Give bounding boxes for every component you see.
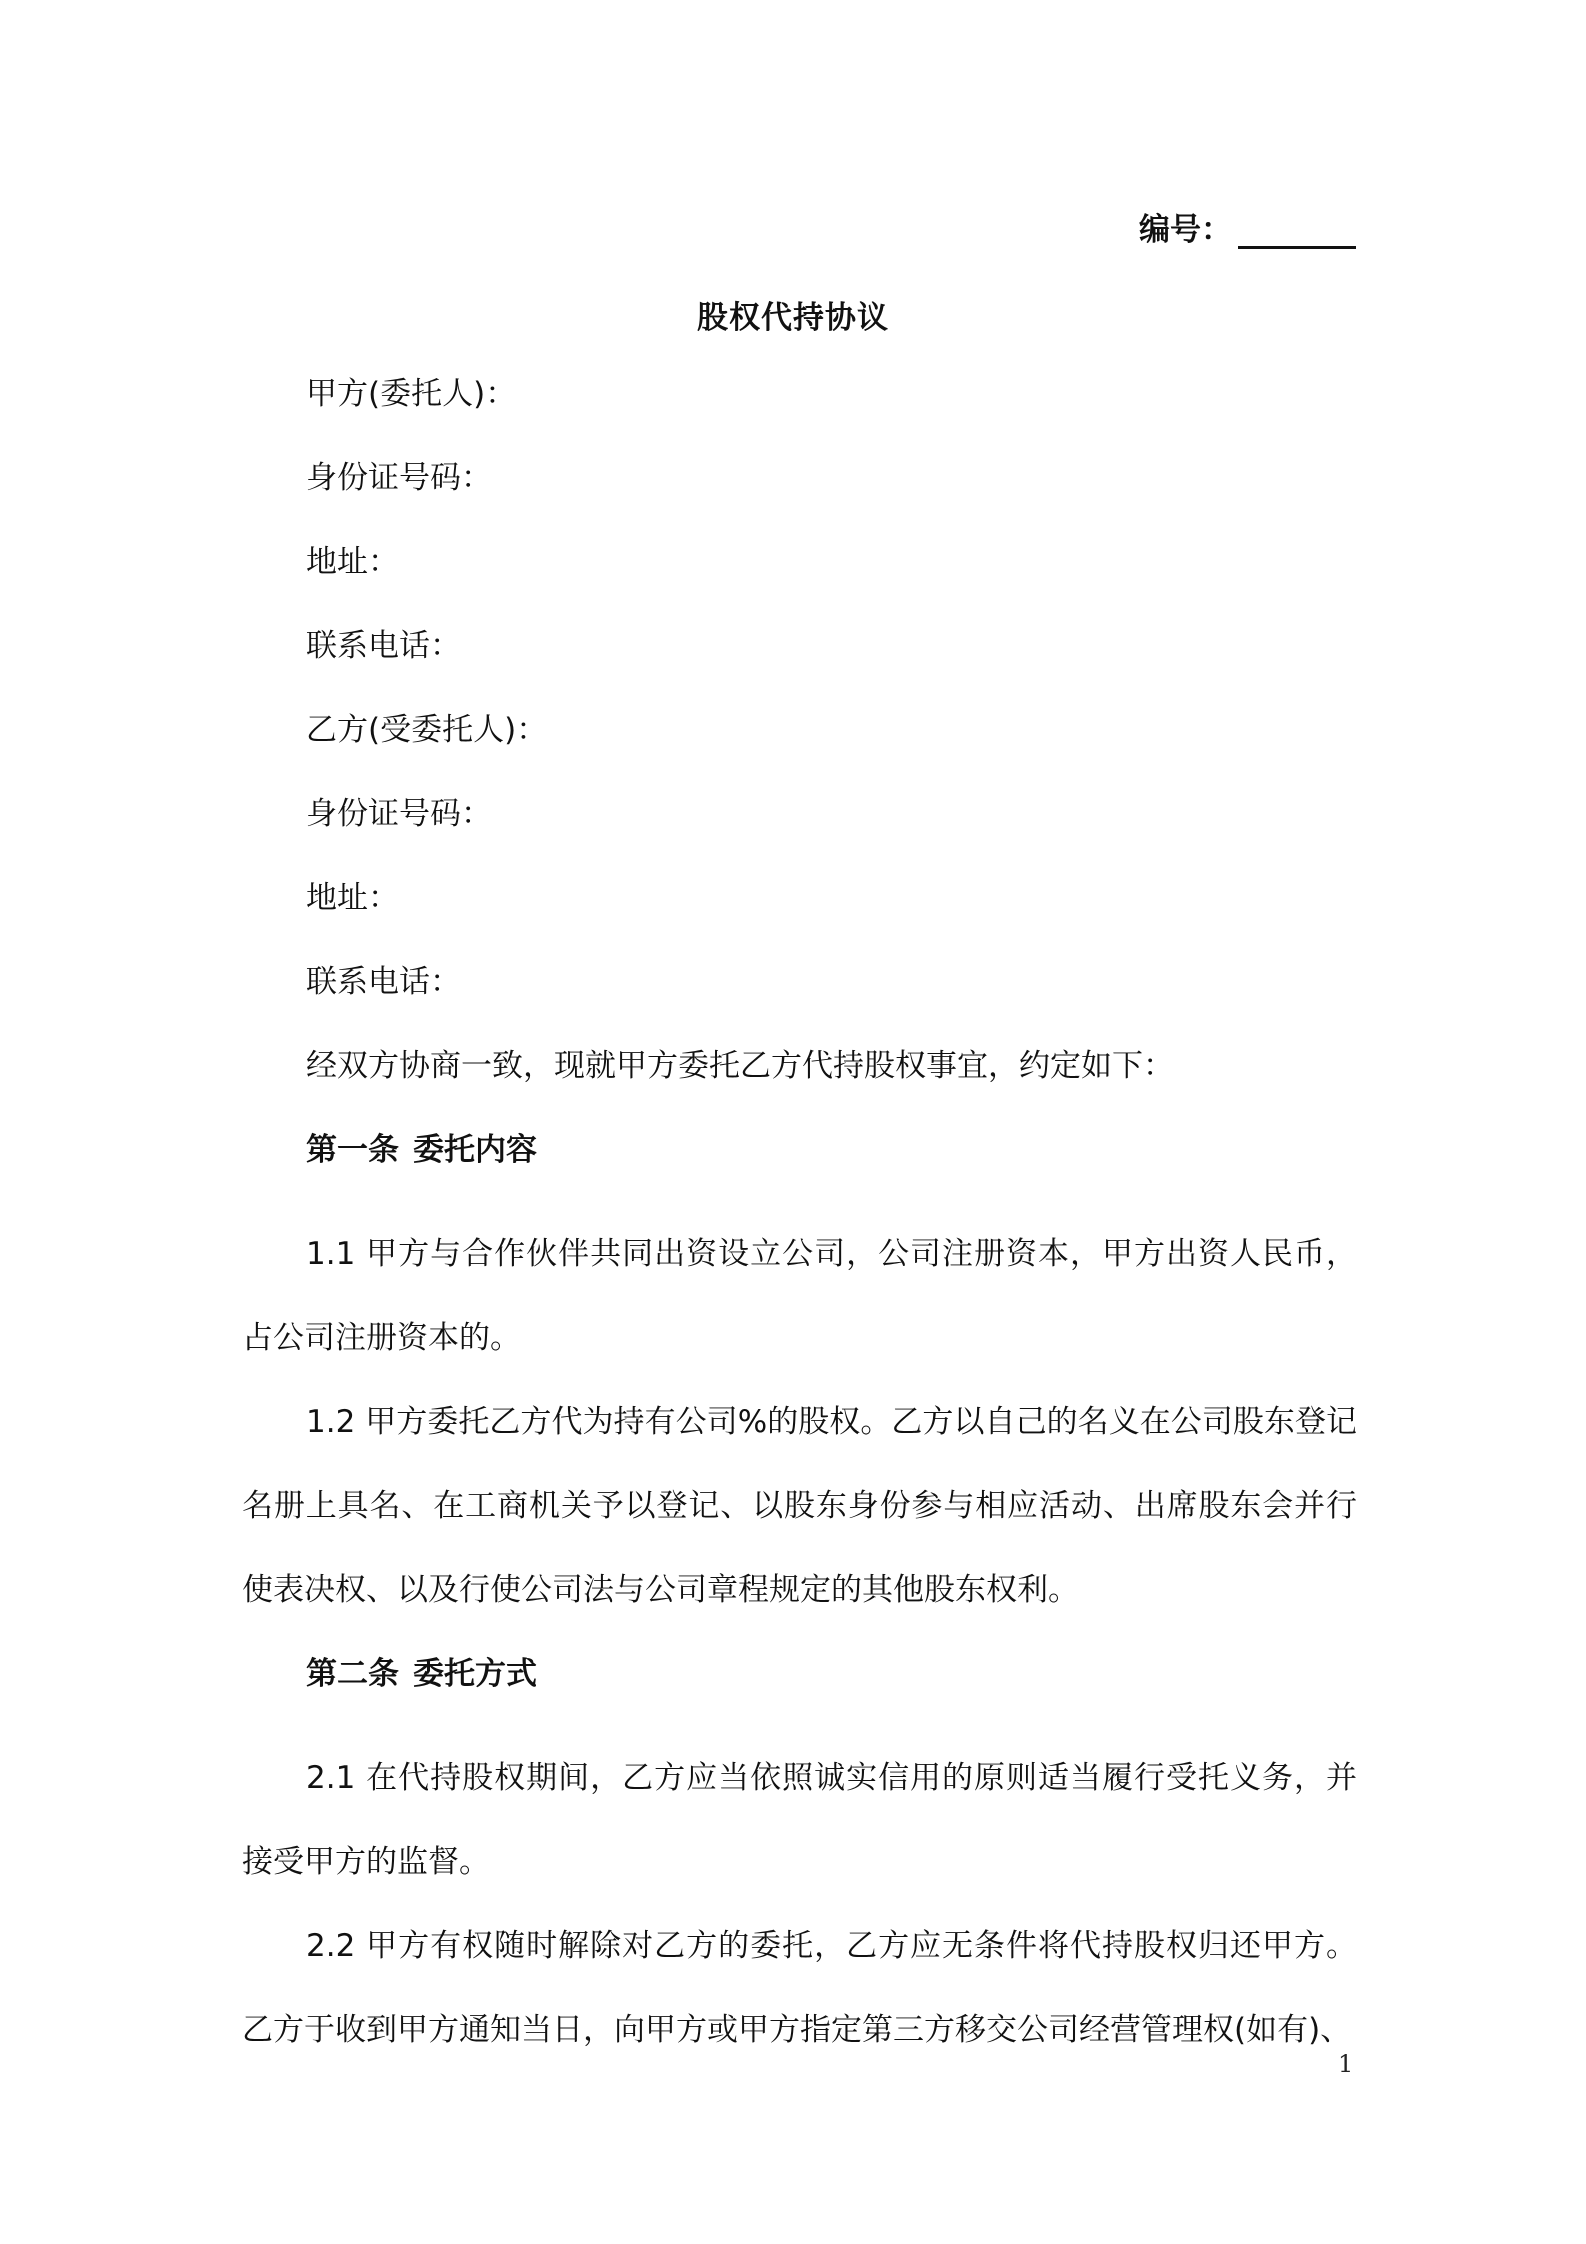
article-2-title: 委托方式 xyxy=(413,1656,537,1692)
party-a-id-label: 身份证号码： xyxy=(306,460,492,496)
article-1-number: 第一条 xyxy=(306,1132,399,1168)
document-body xyxy=(242,372,1357,2072)
contract-number-label: 编号： xyxy=(1139,212,1232,248)
article-2-number: 第二条 xyxy=(306,1656,399,1692)
party-b-label: 乙方(受委托人)： xyxy=(306,712,548,748)
contract-number xyxy=(1139,204,1356,249)
document-title: 股权代持协议 xyxy=(697,300,889,336)
page-number: 1 xyxy=(1338,2050,1354,2078)
clause-2-2: 2.2 甲方有权随时解除对乙方的委托，乙方应无条件将代持股权归还甲方。乙方于收到甲方通知当日，向甲方或甲方指定第三方移交公司经营管理权(如有)、 xyxy=(242,1928,1357,2048)
party-b-id-label: 身份证号码： xyxy=(306,796,492,832)
party-a-phone-label: 联系电话： xyxy=(306,628,461,664)
party-b-address-label: 地址： xyxy=(306,880,399,916)
clause-1-1: 1.1 甲方与合作伙伴共同出资设立公司，公司注册资本，甲方出资人民币，占公司注册资本的。 xyxy=(242,1236,1357,1356)
party-a-label: 甲方(委托人)： xyxy=(306,376,517,412)
party-b-phone-label: 联系电话： xyxy=(306,964,461,1000)
clause-1-2: 1.2 甲方委托乙方代为持有公司%的股权。乙方以自己的名义在公司股东登记名册上具名、在工商机关予以登记、以股东身份参与相应活动、出席股东会并行使表决权、以及行使公司法与公司章程规定的其他股东权利。 xyxy=(242,1404,1357,1608)
clause-2-1: 2.1 在代持股权期间，乙方应当依照诚实信用的原则适当履行受托义务，并接受甲方的监督。 xyxy=(242,1760,1357,1880)
party-a-address-label: 地址： xyxy=(306,544,399,580)
contract-number-blank xyxy=(1238,212,1356,249)
article-1-title: 委托内容 xyxy=(413,1132,537,1168)
intro-paragraph: 经双方协商一致，现就甲方委托乙方代持股权事宜，约定如下： xyxy=(306,1048,1174,1084)
